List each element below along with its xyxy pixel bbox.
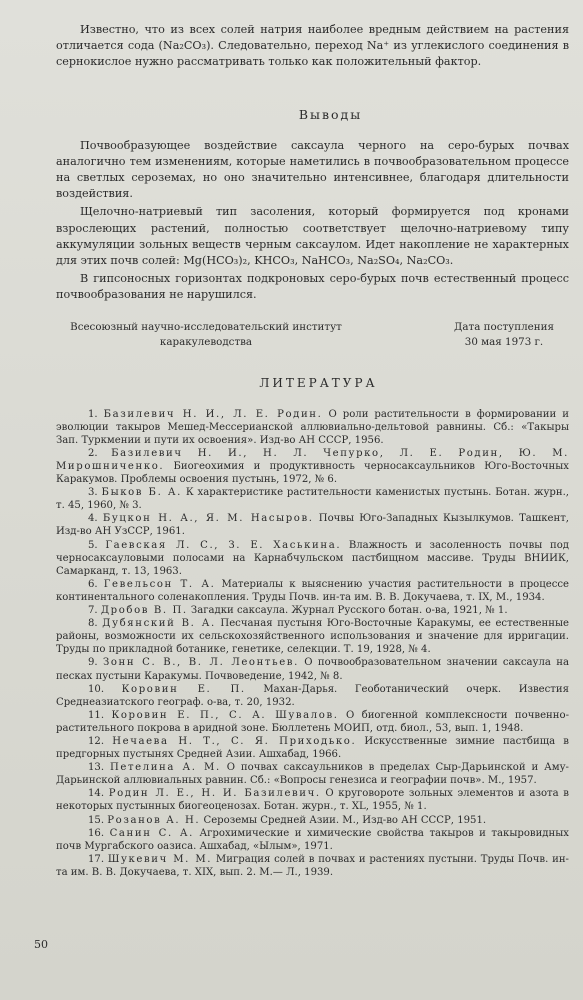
conclusion-paragraph: Почвообразующее воздействие саксаула черного на серо-бурых почвах аналогично тем изменениям, которые наметились в почвообразовательном процессе на светлых сероземах, но оно значительно интенсивнее, благодаря длительности воздействия. (56, 138, 569, 201)
article-footer (56, 320, 569, 350)
reference-item (56, 709, 569, 735)
reference-text: О биогенной комплексности почвенно-растительного покрова в аридной зоне. Бюллетень МОИП, отд. биол., 53, вып. 1, 1948. (56, 709, 569, 734)
reference-number: 15. (88, 814, 105, 826)
reference-text: Почвы Юго-Западных Кызылкумов. Ташкент, Изд-во АН УзССР, 1961. (56, 513, 570, 538)
reference-item (56, 735, 569, 761)
reference-authors: Базилевич Н. И., Н. Л. Чепурко, Л. Е. Родин, Ю. М. Мирошниченко. (56, 447, 569, 473)
reference-text: О почвообразовательном значении саксаула на песках пустыни Каракумы. Почвоведение, 1942, № 8. (56, 657, 569, 682)
reference-authors: Буцкон Н. А., Я. М. Насыров. (102, 513, 314, 525)
reference-authors: Санин С. А. (109, 827, 194, 839)
affiliation-line: каракулеводства (159, 335, 253, 348)
reference-number: 14. (88, 788, 105, 800)
reference-number: 2. (88, 447, 98, 459)
reference-text: Материалы к выяснению участия растительности в процессе континентального соленакопления. Труды Почв. ин-та им. В. В. Докучаева, т. IX, М., 1934. (56, 578, 570, 603)
reference-authors: Нечаева Н. Т., С. Я. Приходько. (112, 735, 357, 747)
reference-item (56, 408, 569, 447)
reference-authors: Гаевская Л. С., З. Е. Хаськина. (105, 539, 342, 551)
reference-number: 16. (88, 827, 105, 839)
reference-item (56, 656, 569, 682)
reference-text: Сероземы Средней Азии. М., Изд-во АН СССР, 1951. (203, 814, 487, 826)
reference-text: Загадки саксаула. Журнал Русского ботан. о-ва, 1921, № 1. (190, 605, 508, 617)
reference-number: 11. (88, 709, 105, 721)
reference-item (56, 814, 569, 827)
reference-item (56, 853, 569, 879)
reference-number: 6. (88, 578, 98, 590)
affiliation (56, 320, 356, 350)
reference-item (56, 539, 569, 578)
reference-item (56, 604, 569, 617)
reference-number: 7. (88, 605, 98, 617)
reference-list (56, 408, 569, 879)
reference-text: Махан-Дарья. Геоботанический очерк. Известия Среднеазиатского географ. о-ва, т. 20, 1932. (56, 683, 569, 708)
reference-authors: Коровин Е. П., С. А. Шувалов. (111, 709, 339, 721)
reference-authors: Гевельсон Т. А. (103, 578, 216, 590)
reference-number: 17. (88, 853, 105, 865)
reference-text: Агрохимические и химические свойства такыров и такыровидных почв Мургабского оазиса. Ашхабад, «Ылым», 1971. (56, 827, 569, 852)
reference-text: Песчаная пустыня Юго-Восточные Каракумы, ее естественные районы, возможности их сельскохозяйственного использования и значение для ирригации. Труды по прикладной ботанике, генетике, селекции. Т. 19, 1928, № 4. (56, 618, 569, 656)
reference-text: О почвах саксаульников в пределах Сыр-Дарьинской и Аму-Дарьинской аллювиальных равнин. Сб.: «Вопросы генезиса и географии почв». М., 1957. (56, 762, 569, 787)
reference-authors: Базилевич Н. И., Л. Е. Родин. (103, 408, 323, 420)
page-number: 50 (34, 938, 48, 951)
reference-authors: Петелина А. М. (109, 762, 221, 774)
reference-authors: Быков Б. А. (101, 487, 182, 499)
reference-text: О роли растительности в формировании и эволюции такыров Мешед-Мессерианской аллювиально-дельтовой равнины. Сб.: «Такыры Зап. Туркмении и пути их освоения». Изд-во АН СССР, 1956. (56, 408, 569, 446)
reference-item (56, 617, 569, 656)
reference-authors: Розанов А. Н. (107, 814, 201, 826)
reference-authors: Шукевич М. М. (107, 853, 213, 865)
conclusion-paragraph: В гипсоносных горизонтах подкроновых серо-бурых почв естественный процесс почвообразования не нарушился. (56, 272, 569, 302)
reference-item (56, 447, 569, 486)
reference-text: Влажность и засоленность почвы под черносаксауловыми полосами на Карнабчульском пастбищном массиве. Труды ВНИИК, Самарканд, т. 13, 1963. (56, 539, 569, 577)
reference-item (56, 578, 569, 604)
reference-authors: Коровин Е. П. (121, 683, 246, 695)
reference-number: 4. (88, 513, 98, 525)
reference-item (56, 486, 569, 512)
reference-item (56, 683, 569, 709)
reference-number: 12. (88, 735, 105, 747)
literature-title: ЛИТЕРАТУРА (259, 375, 378, 390)
received-date-label: Дата поступления (454, 320, 554, 333)
conclusions-title: Выводы (298, 106, 363, 122)
reference-authors: Родин Л. Е., Н. И. Базилевич. (108, 788, 321, 800)
reference-item (56, 787, 569, 813)
reference-number: 9. (88, 657, 98, 669)
reference-item (56, 761, 569, 787)
reference-authors: Дробов В. П. (100, 605, 188, 617)
reference-number: 3. (88, 487, 98, 499)
reference-text: Искусственные зимние пастбища в предгорных пустынях Средней Азии. Ашхабад, 1966. (56, 735, 569, 761)
reference-number: 8. (88, 618, 98, 630)
received-date (439, 320, 569, 350)
reference-item (56, 827, 569, 853)
affiliation-line: Всесоюзный научно-исследовательский институт (70, 320, 342, 333)
reference-number: 1. (88, 408, 98, 420)
reference-text: Биогеохимия и продуктивность черносаксаульников Юго-Восточных Каракумов. Проблемы освоения пустынь, 1972, № 6. (56, 461, 569, 486)
reference-authors: Зонн С. В., В. Л. Леонтьев. (102, 657, 299, 669)
reference-number: 13. (88, 762, 105, 774)
reference-item (56, 512, 569, 538)
received-date-value: 30 мая 1973 г. (464, 335, 544, 348)
reference-number: 5. (88, 539, 98, 551)
reference-text: К характеристике растительности каменистых пустынь. Ботан. журн., т. 45, 1960, № 3. (56, 487, 569, 512)
reference-number: 10. (88, 683, 105, 695)
reference-authors: Дубянский В. А. (102, 618, 216, 630)
intro-paragraph: Известно, что из всех солей натрия наиболее вредным действием на растения отличается сода (Na₂CO₃). Следовательно, переход Na⁺ из углекислого соединения в сернокислое нужно рассматривать только как положительный фактор. (56, 23, 569, 69)
conclusion-paragraph: Щелочно-натриевый тип засоления, который формируется под кронами взрослеющих растений, полностью соответствует щелочно-натриевому типу аккумуляции зольных веществ черным саксаулом. Идет накопление не характерных для этих почв солей: Mg(HCO₃)₂, KHCO₃, NaHCO₃, Na₂SO₄, Na₂CO₃. (56, 205, 569, 268)
reference-text: Миграция солей в почвах и растениях пустыни. Труды Почв. ин-та им. В. В. Докучаева, т. XIX, вып. 2. М.— Л., 1939. (56, 853, 569, 878)
reference-text: О круговороте зольных элементов и азота в некоторых пустынных биогеоценозах. Ботан. журн., т. XL, 1955, № 1. (56, 788, 569, 813)
